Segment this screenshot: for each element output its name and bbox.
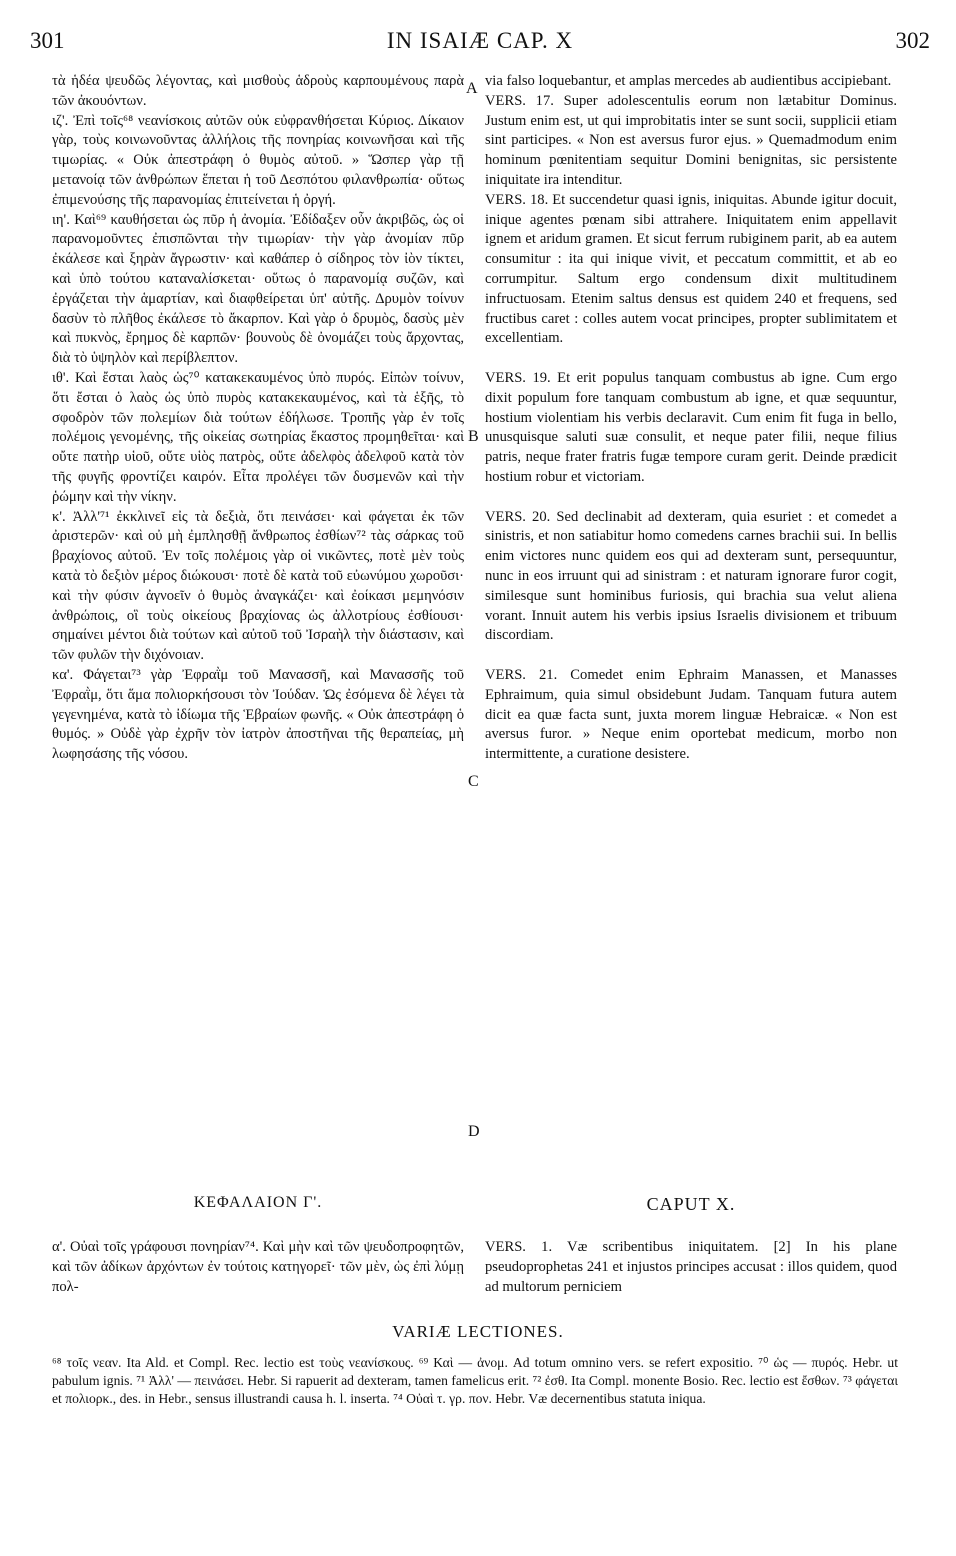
latin-chapter-heading: CAPUT X. — [646, 1194, 736, 1214]
latin-paragraph: VERS. 18. Et succendetur quasi ignis, iniquitas. Abunde igitur docuit, inique agentes pœnam sibi attrahere. Iniquitatem enim appellavit ignem et aridum gramen. Et sicut ferrum rubiginem parit, ab ea autem consumitur : ita qui inique vivit, et peccatum committit, et ab eo corrumpitur. Saltum ergo condensum dixit multitudinem infructuosam. Etenim saltus densus est quidem 240 et frequens, sed fructibus caret : colles autem vocat principes, propter sublimitatem et excellentiam. — [485, 191, 897, 347]
greek-chapter-text — [52, 1238, 464, 1297]
greek-chapter-heading: ΚΕΦΑΛΑΙΟΝ Γ'. — [193, 1194, 323, 1211]
latin-paragraph: VERS. 20. Sed declinabit ad dexteram, quia esuriet : et comedet a sinistris, et non satiabitur homo comedens carnes brachii sui. In bellis enim victores nunc quidem eos qui ad dexteram sunt, persequuntur, nunc in eos irruunt qui ad sinistram : et naturam ignorare furor cogit, similesque sunt hominibus furiosis, qui brachia sua velut aliena vorant. Innuit autem his verbis ipsius Israelis divisionem et tribuum discordiam. — [485, 508, 897, 644]
margin-letter: B — [468, 428, 479, 445]
greek-paragraph: κ'. Ἀλλ'⁷¹ ἐκκλινεῖ εἰς τὰ δεξιὰ, ὅτι πεινάσει· καὶ φάγεται ἐκ τῶν ἀριστερῶν· καὶ οὐ μὴ ἐμπλησθῇ ἄνθρωπος ἐσθίων⁷² τὰς σάρκας τοῦ βραχίονος αὐτοῦ. Ἐν τοῖς πολέμοις γὰρ οἱ νικῶντες, ποτὲ μὲν τοὺς κατὰ τὸ δεξιὸν μέρος διώκουσι· ποτὲ δὲ κατὰ τοῦ εὐωνύμου χωροῦσι· καὶ τὴν φύσιν ἀγνοεῖν ὁ θυμὸς ἀναγκάζει· καὶ ἐοίκασι μεμηνόσιν ἀνθρώποις, οἳ τοὺς οἰκείους βραχίονας ὡς ἀλλοτρίους ἐσθίουσι· σημαίνει μέντοι διὰ τούτων καὶ αὐτοῦ τοῦ Ἰσραὴλ τὴν διάστασιν, καὶ τῶν φυλῶν τὴν διχόνοιαν. — [52, 508, 464, 664]
latin-paragraph: VERS. 1. Væ scribentibus iniquitatem. [2] In his plane pseudoprophetas 241 et injustos principes accusat : illos quidem, quod ad multorum perniciem — [485, 1239, 897, 1295]
page-number-left: 301 — [30, 28, 65, 53]
variae-lectiones-title: VARIÆ LECTIONES. — [392, 1322, 564, 1341]
latin-paragraph: VERS. 19. Et erit populus tanquam combustus ab igne. Cum ergo dixit populum fore tanquam combustum ab igne, et quæ sequuntur, hostium violentiam his verbis declaravit. Cum enim fit fuga in bello, unusquisque saluti suæ consulit, et neque pater filii, neque filius patris, neque frater fratris fugæ tempore curam gerit. Deinde prædicit hostium robur et victoriam. — [485, 369, 897, 485]
latin-paragraph: via falso loquebantur, et amplas mercedes ab audientibus accipiebant. — [485, 73, 892, 89]
latin-chapter-text — [485, 1238, 897, 1297]
page-number-right: 302 — [895, 28, 930, 53]
greek-column — [52, 72, 464, 765]
greek-paragraph: ιζ'. Ἐπὶ τοῖς⁶⁸ νεανίσκοις αὐτῶν οὐκ εὐφρανθήσεται Κύριος. Δίκαιον γὰρ, τοὺς κοινωνοῦντας ἀλλήλοις τῆς πονηρίας κοινωνῆσαι καὶ τῆς τιμωρίας. « Οὐκ ἀπεστράφη ὁ θυμὸς αὐτοῦ. » Ὥσπερ γὰρ τῇ μετανοίᾳ τῶν ἀνθρώπων ἕπεται ἡ τοῦ Δεσπότου φιλανθρωπία· οὕτως ἐπιμενούσης τῆς παρανομίας ἐπιτείνεται ἡ ὀργή. — [52, 112, 464, 208]
greek-paragraph: ιθ'. Καὶ ἔσται λαὸς ὡς⁷⁰ κατακεκαυμένος ὑπὸ πυρός. Εἰπὼν τοίνυν, ὅτι ἔσται ὁ λαὸς ὡς ὑπὸ πυρὸς κατακεκαυμένος, καὶ τὰ ἑξῆς, τὸ σφοδρὸν τῶν πολεμίων διὰ τούτων ἐδήλωσε. Τροπῆς γὰρ ἐν τοῖς πολέμοις γενομένης, τῆς οἰκείας σωτηρίας ἕκαστος προμηθεῖται· καὶ οὔτε πατὴρ υἱοῦ, οὔτε υἱὸς πατρὸς, οὔτε ἀδελφὸς ἀδελφοῦ κατὰ τὸν τῆς φυγῆς φροντίζει καιρόν. Εἶτα προλέγει τῶν δυσμενῶν καὶ τὴν ῥώμην καὶ τὴν νίκην. — [52, 369, 464, 505]
margin-letter: A — [466, 80, 478, 97]
margin-letter: C — [468, 773, 479, 790]
greek-paragraph: α'. Οὐαὶ τοῖς γράφουσι πονηρίαν⁷⁴. Καὶ μὴν καὶ τῶν ψευδοπροφητῶν, καὶ τῶν ἀδίκων ἀρχόντων ἐν τούτοις κατηγορεῖ· τῶν μὲν, ὡς ἐπὶ λύμῃ πολ- — [52, 1239, 464, 1295]
greek-paragraph: κα'. Φάγεται⁷³ γὰρ Ἐφραῒμ τοῦ Μανασσῆ, καὶ Μανασσῆς τοῦ Ἐφραῒμ, ὅτι ἅμα πολιορκήσουσι τὸν Ἰούδαν. Ὡς ἐσόμενα δὲ λέγει τὰ γεγενημένα, κατὰ τὸ ἰδίωμα τῆς Ἑβραίων φωνῆς. « Οὐκ ἀπεστράφη ὁ θυμός. » Οὐδὲ γὰρ ἐχρῆν τὸν ἰατρὸν ἀποστῆναι τῆς θεραπείας, μὴ λωφησάσης τῆς νόσου. — [52, 666, 464, 763]
latin-paragraph: VERS. 17. Super adolescentulis eorum non lætabitur Dominus. Justum enim est, ut qui improbitatis inter se sunt socii, supplicii etiam sint participes. « Non est aversus furor ejus. » Quemadmodum enim hominum pœnitentiam sequitur Domini benignitas, sic persistente iniquitate ira intenditur. — [485, 92, 897, 188]
latin-column — [485, 72, 897, 765]
page-header — [30, 28, 930, 60]
greek-paragraph: τὰ ἡδέα ψευδῶς λέγοντας, καὶ μισθοὺς ἁδροὺς καρπουμένους παρὰ τῶν ἀκουόντων. — [52, 73, 464, 109]
latin-paragraph: VERS. 21. Comedet enim Ephraim Manassen, et Manasses Ephraimum, quia simul obsidebunt Judam. Tanquam futura autem dicit ea quæ facta sunt, juxta morem linguæ Hebraicæ. « Non est aversus furor. » Neque enim oportebat medicum, morbo non intermittente, a curatione desistere. — [485, 666, 897, 763]
variae-lectiones-notes — [52, 1354, 898, 1408]
footnote-text: ⁶⁸ τοῖς νεαν. Ita Ald. et Compl. Rec. lectio est τοὺς νεανίσκους. ⁶⁹ Καὶ — ἀνομ. Ad totum omnino vers. se refert expositio. ⁷⁰ ὡς — πυρός. Hebr. ut pabulum ignis. ⁷¹ Ἀλλ' — πεινάσει. Hebr. Si rapuerit ad dexteram, tamen famelicus erit. ⁷² ἐσθ. Ita Compl. monente Bosio. Rec. lectio est ἔσθων. ⁷³ φάγεται et πολιορκ., des. in Hebr., sensus illustrandi causa h. l. inserta. ⁷⁴ Οὐαὶ τ. γρ. πον. Hebr. Væ decernentibus statuta iniqua. — [52, 1355, 898, 1406]
greek-paragraph: ιη'. Καὶ⁶⁹ καυθήσεται ὡς πῦρ ἡ ἀνομία. Ἐδίδαξεν οὖν ἀκριβῶς, ὡς οἱ παρανομοῦντες ἐπισπῶνται τὴν τιμωρίαν· τὴν γὰρ ἀνομίαν πῦρ ἐκάλεσε καὶ ξηρὰν ἄγρωστιν· καὶ καθάπερ ὁ σίδηρος τὸν ἰὸν τίκτει, καὶ ὑπὸ τούτου καταναλίσκεται· οὕτως ὁ παρανομίᾳ συζῶν, καὶ ἐργάζεται τὴν ἁμαρτίαν, καὶ διαφθείρεται ὑπ' αὐτῆς. Δρυμὸν τοίνυν δασὺν τὸ πλῆθος ἐκάλεσε τὸ ἄκαρπον. Καὶ γὰρ ὁ δρυμὸς, δασὺς μὲν καὶ πυκνὸς, ἔρημος δὲ καρπῶν· βουνοὺς δὲ ὀνομάζει τοὺς ἄρχοντας, διὰ τὸ ὑψηλὸν καὶ περίβλεπτον. — [52, 211, 464, 367]
running-title: IN ISAIÆ CAP. X — [386, 28, 574, 53]
margin-letter: D — [468, 1123, 480, 1140]
